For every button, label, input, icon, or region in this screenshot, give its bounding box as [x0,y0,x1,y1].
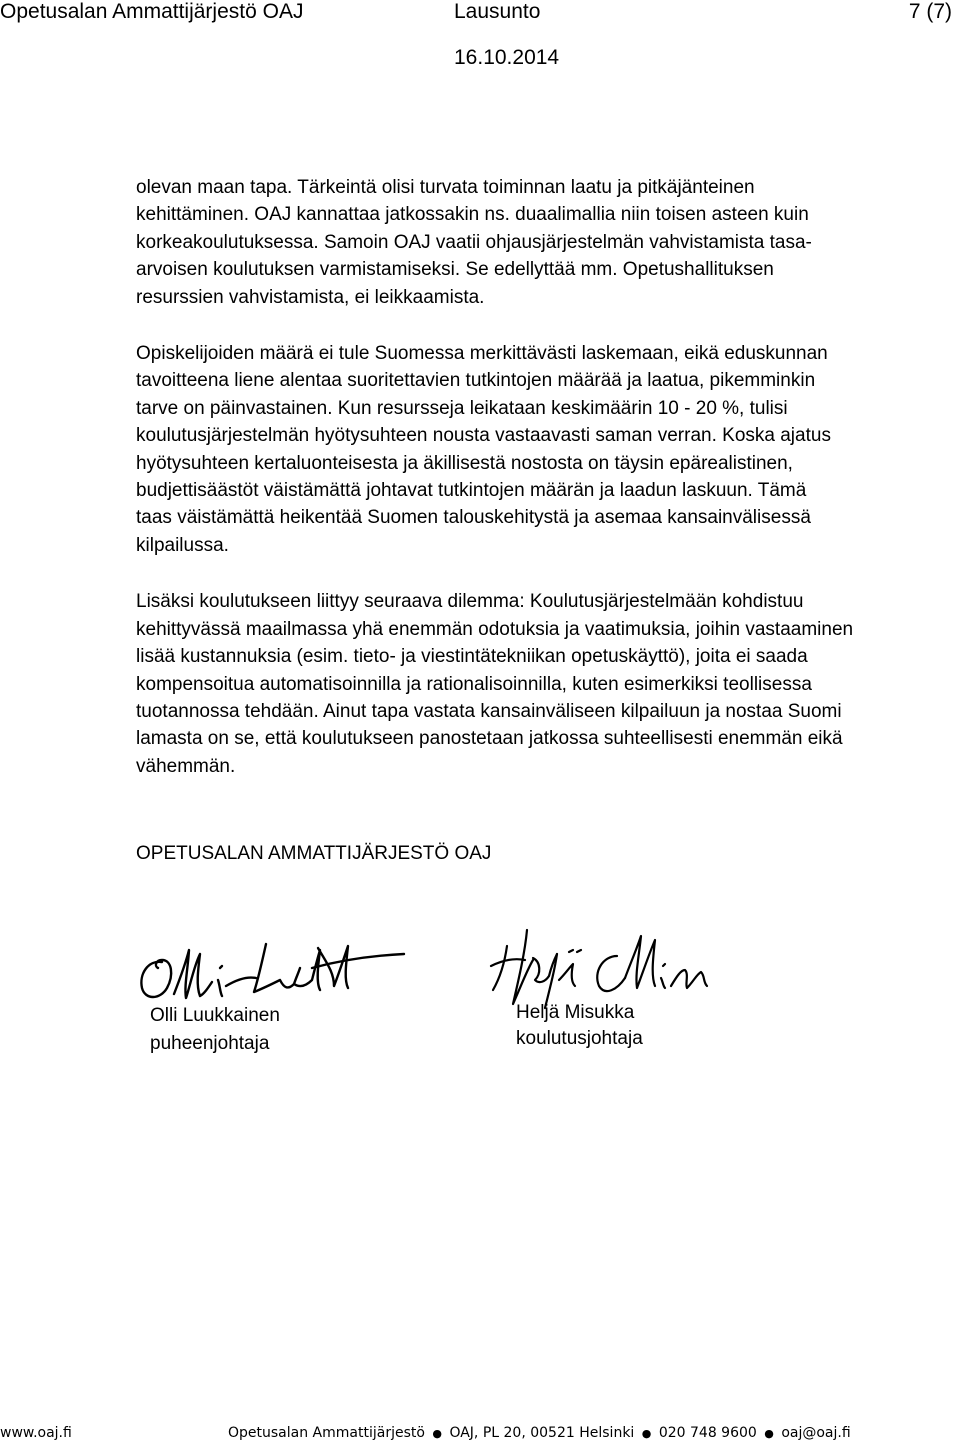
bullet-separator: ● [432,1427,442,1440]
footer-website: www.oaj.fi [0,1425,72,1441]
bullet-separator: ● [764,1427,774,1440]
signer-2-title: koulutusjohtaja [516,1028,643,1049]
text-line: resurssien vahvistamista, ei leikkaamista. [136,286,485,308]
text-line: lamasta on se, että koulutukseen panostetaan jatkossa suhteellisesti enemmän eikä [136,728,843,750]
signature-1-icon [134,928,409,1010]
header-page-number: 7 (7) [908,0,952,23]
text-line: arvoisen koulutuksen varmistamiseksi. Se edellyttää mm. Opetushallituksen [136,259,774,281]
bullet-separator: ● [641,1427,652,1440]
text-line: vähemmän. [136,755,236,777]
text-line: kilpailussa. [136,534,229,556]
footer-phone: 020 748 9600 [658,1425,757,1441]
document-body [136,174,960,780]
header-document-type: Lausunto [454,0,541,23]
paragraph-2 [136,340,960,559]
text-line: Opiskelijoiden määrä ei tule Suomessa merkittävästi laskemaan, eikä eduskunnan [136,343,828,365]
signature-2-icon [485,924,725,1010]
text-line: koulutusjärjestelmän hyötysuhteen nousta vastaavasti saman verran. Koska ajatus [136,425,831,447]
text-line: hyötysuhteen kertaluonteisesta ja äkillisestä nostosta on täysin epärealistinen, [136,452,793,474]
header-organization: Opetusalan Ammattijärjestö OAJ [0,0,304,23]
page-header [0,0,960,24]
signing-organization: OPETUSALAN AMMATTIJÄRJESTÖ OAJ [136,843,492,864]
paragraph-3 [136,588,960,780]
text-line: korkeakoulutuksessa. Samoin OAJ vaatii ohjausjärjestelmän vahvistamista tasa- [136,231,812,253]
text-line: kehittyvässä maailmassa yhä enemmän odotuksia ja vaatimuksia, joihin vastaaminen [136,618,854,640]
signer-1-title: puheenjohtaja [150,1033,270,1054]
signer-1 [150,1002,280,1058]
text-line: kompensoitua automatisoinnilla ja rationalisoinnilla, kuten esimerkiksi teollisessa [136,673,812,695]
footer-contact [228,1424,851,1443]
signer-1-name: Olli Luukkainen [150,1005,280,1026]
paragraph-1 [136,174,960,311]
header-date: 16.10.2014 [454,46,560,69]
footer-email: oaj@oaj.fi [781,1425,851,1441]
text-line: tavoitteena liene alentaa suoritettavien tutkintojen määrää ja laatua, pikemminkin [136,370,816,392]
text-line: taas väistämättä heikentää Suomen talouskehitystä ja asemaa kansainvälisessä [136,507,811,529]
footer-organization: Opetusalan Ammattijärjestö [228,1425,425,1441]
page-footer [0,1424,960,1444]
footer-address: OAJ, PL 20, 00521 Helsinki [449,1425,635,1441]
text-line: olevan maan tapa. Tärkeintä olisi turvata toiminnan laatu ja pitkäjänteinen [136,177,755,198]
text-line: budjettisäästöt väistämättä johtavat tutkintojen määrän ja laadun laskuun. Tämä [136,480,807,502]
text-line: tuotannossa tehdään. Ainut tapa vastata kansainväliseen kilpailuun ja nostaa Suomi [136,700,842,722]
text-line: kehittäminen. OAJ kannattaa jatkossakin ns. duaalimallia niin toisen asteen kuin [136,204,809,226]
text-line: Lisäksi koulutukseen liittyy seuraava dilemma: Koulutusjärjestelmään kohdistuu [136,591,804,613]
text-line: lisää kustannuksia (esim. tieto- ja viestintätekniikan opetuskäyttö), joita ei saada [136,646,808,668]
signer-2 [516,1000,643,1052]
text-line: tarve on päinvastainen. Kun resursseja leikataan keskimäärin 10 - 20 %, tulisi [136,397,788,419]
signer-2-name: Heljä Misukka [516,1002,635,1023]
